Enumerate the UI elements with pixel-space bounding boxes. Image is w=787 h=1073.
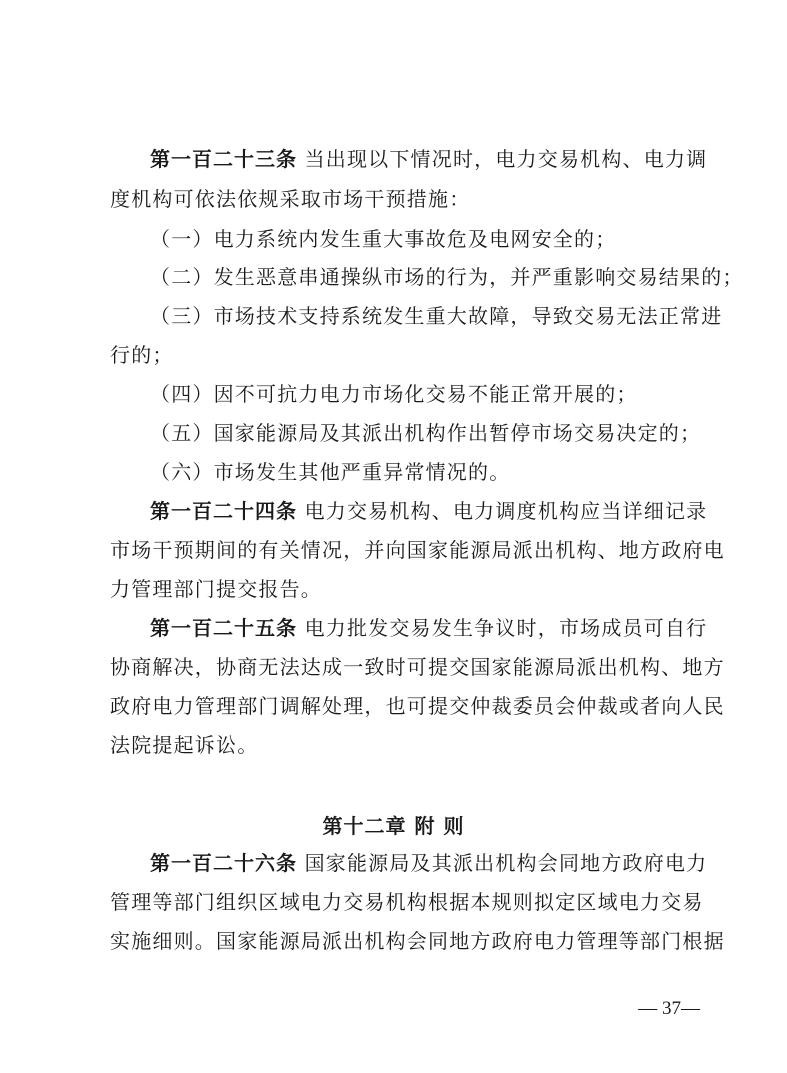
article-123-title: 第一百二十三条 xyxy=(150,147,297,171)
article-126-line-1 xyxy=(150,851,708,875)
article-123-line-1 xyxy=(150,147,708,171)
article-124-title: 第一百二十四条 xyxy=(150,499,297,523)
article-123-item-5: （五）国家能源局及其派出机构作出暂停市场交易决定的； xyxy=(150,421,702,445)
article-125-title: 第一百二十五条 xyxy=(150,616,297,640)
article-126-text-1: 国家能源局及其派出机构会同地方政府电力 xyxy=(304,851,708,875)
article-123-line-2: 度机构可依法依规采取市场干预措施： xyxy=(110,187,471,211)
article-126-line-2: 管理等部门组织区域电力交易机构根据本规则拟定区域电力交易 xyxy=(110,890,704,914)
chapter-12-heading: 第十二章 附 则 xyxy=(322,814,465,838)
article-125-line-2: 协商解决，协商无法达成一致时可提交国家能源局派出机构、地方 xyxy=(110,655,725,679)
article-123-item-4: （四）因不可抗力电力市场化交易不能正常开展的； xyxy=(150,382,638,406)
article-125-line-4: 法院提起诉讼。 xyxy=(110,733,259,757)
article-123-item-1: （一）电力系统内发生重大事故危及电网安全的； xyxy=(150,227,617,251)
article-124-line-1 xyxy=(150,499,708,523)
article-126-title: 第一百二十六条 xyxy=(150,851,297,875)
article-124-text-1: 电力交易机构、电力调度机构应当详细记录 xyxy=(304,499,708,523)
article-125-text-1: 电力批发交易发生争议时，市场成员可自行 xyxy=(304,616,708,640)
article-124-line-3: 力管理部门提交报告。 xyxy=(110,577,322,601)
article-123-text-1: 当出现以下情况时，电力交易机构、电力调 xyxy=(304,147,708,171)
article-125-line-1 xyxy=(150,616,708,640)
article-123-item-2: （二）发生恶意串通操纵市场的行为，并严重影响交易结果的； xyxy=(150,265,744,289)
article-123-item-3-line-2: 行的； xyxy=(110,343,174,367)
page-number: — 37— xyxy=(638,998,700,1019)
article-123-item-3-line-1: （三）市场技术支持系统发生重大故障，导致交易无法正常进 xyxy=(150,304,723,328)
article-125-line-3: 政府电力管理部门调解处理，也可提交仲裁委员会仲裁或者向人民 xyxy=(110,694,725,718)
article-123-item-6: （六）市场发生其他严重异常情况的。 xyxy=(150,460,511,484)
article-126-line-3: 实施细则。国家能源局派出机构会同地方政府电力管理等部门根据 xyxy=(110,929,725,953)
article-124-line-2: 市场干预期间的有关情况，并向国家能源局派出机构、地方政府电 xyxy=(110,538,725,562)
